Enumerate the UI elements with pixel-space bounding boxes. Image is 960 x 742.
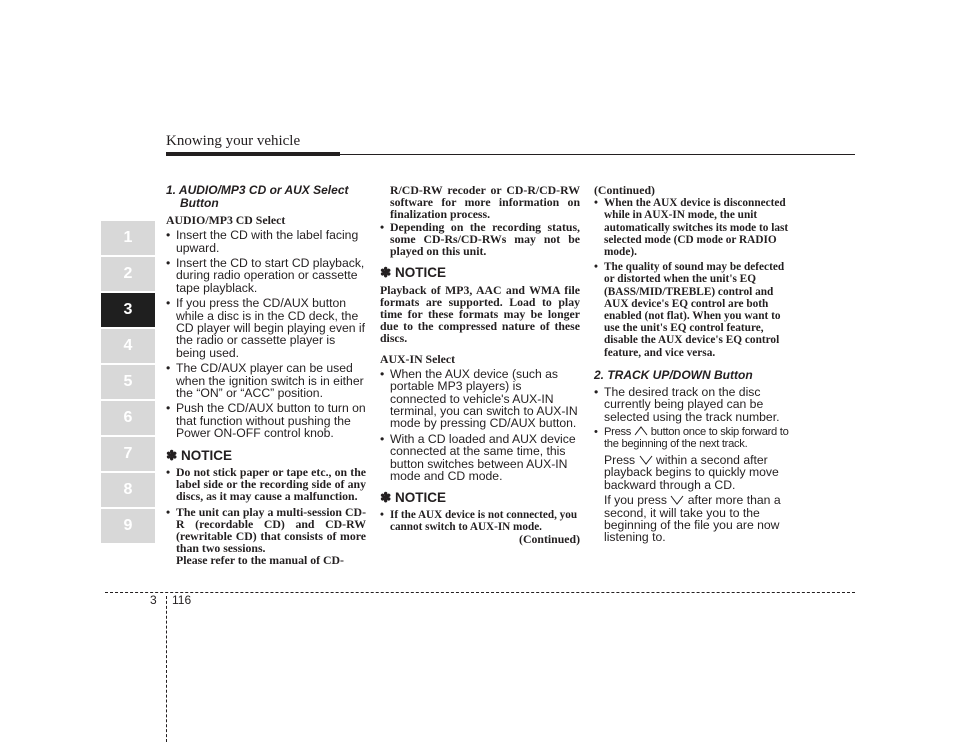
footer-page-number: 116 — [172, 593, 192, 607]
chapter-tab-6[interactable]: 6 — [101, 401, 155, 435]
notice-title: ✽ NOTICE — [380, 265, 447, 281]
continued-label: (Continued) — [594, 183, 655, 197]
bullet-item: • The CD/AUX player can be used when the ignition switch is in either the “ON” or “ACC” position. — [166, 361, 364, 401]
bullet-item: • Push the CD/AUX button to turn on that function without pushing the Power ON-OFF control knob. — [166, 401, 366, 441]
notice-item: • Do not stick paper or tape etc., on the label side or the recording side of any discs, as it may cause a malfunction. — [166, 465, 366, 504]
notice-item: • Depending on the recording status, some CD-Rs/CD-RWs may not be played on this unit. — [380, 219, 580, 259]
track-down-icon — [639, 455, 653, 465]
bullet-item: • With a CD loaded and AUX device connected at the same time, this button switches between AUX-IN mode and CD mode. — [380, 431, 576, 483]
continued-label: (Continued) — [519, 532, 580, 547]
column-2 — [380, 184, 580, 545]
header-bar — [166, 152, 340, 156]
track-up-icon — [634, 426, 648, 436]
chapter-tab-1[interactable]: 1 — [101, 221, 155, 255]
notice-title: ✽ NOTICE — [380, 490, 447, 506]
notice-item: • The unit can play a multi-session CD-R (recordable CD) and CD-RW (rewritable CD) that consists of more than two sessions. — [166, 504, 366, 556]
footer-section-number: 3 — [150, 593, 157, 607]
column-1 — [166, 184, 366, 567]
subheading-audio-mp3: AUDIO/MP3 CD Select — [166, 213, 286, 227]
notice-text: Playback of MP3, AAC and WMA file formats are supported. Load to play time for these formats may be longer due to the compressed nature of these discs. — [380, 282, 580, 346]
bullet-item: • Press button once to skip forward to the beginning of the next track. — [594, 426, 789, 451]
press-down-text: Press within a second after playback begins to quickly move backward through a CD. — [604, 452, 779, 492]
notice-item: • When the AUX device is disconnected while in AUX-IN mode, the unit automatically switches its mode to last selected mode (CD mode or RADIO mode). — [594, 197, 789, 259]
bullet-item: • When the AUX device (such as portable MP3 players) is connected to vehicle's AUX-IN terminal, you can switch to AUX-IN mode by pressing CD/AUX button. — [380, 366, 578, 431]
chapter-tab-3-active[interactable]: 3 — [101, 293, 155, 327]
chapter-tab-9[interactable]: 9 — [101, 509, 155, 543]
bullet-item: • Insert the CD to start CD playback, during radio operation or cassette tape playblack. — [166, 256, 365, 295]
bullet-item: • The desired track on the disc currently being played can be selected using the track number. — [594, 384, 780, 424]
notice-title: ✽ NOTICE — [166, 447, 233, 463]
bullet-item: • If you press the CD/AUX button while a disc is in the CD deck, the CD player will begin playing even if the radio or cassette player is being used. — [166, 296, 366, 360]
heading-line-1: 1. AUDIO/MP3 CD or AUX Select — [166, 183, 349, 197]
chapter-tabs — [101, 221, 155, 545]
chapter-tab-4[interactable]: 4 — [101, 329, 155, 363]
chapter-tab-8[interactable]: 8 — [101, 473, 155, 507]
footer-rule — [105, 592, 855, 593]
section-heading-audio — [166, 184, 366, 210]
section-heading-track: 2. TRACK UP/DOWN Button — [594, 367, 753, 382]
subheading-aux-in: AUX-IN Select — [380, 351, 456, 366]
bullet-item: • Insert the CD with the label facing upward. — [166, 228, 359, 255]
track-down-icon — [670, 495, 684, 505]
notice-continuation: R/CD-RW recoder or CD-R/CD-RW software for more information on finalization process. — [390, 183, 580, 222]
header-title: Knowing your vehicle — [166, 133, 301, 149]
footer-divider — [166, 596, 167, 742]
notice-item: • The quality of sound may be defected or distorted when the unit's EQ (BASS/MID/TREBLE) control and AUX device's EQ control are both enabled (not flat). When you want to use the unit's EQ control feature, disable the AUX device's EQ control feature, and vice versa. — [594, 261, 785, 359]
if-press-text: If you press after more than a second, it will take you to the beginning of the file you are now listening to. — [604, 493, 781, 545]
notice-item: • If the AUX device is not connected, you cannot switch to AUX-IN mode. — [380, 508, 578, 533]
column-3 — [594, 184, 794, 547]
heading-line-2: Button — [180, 196, 219, 210]
chapter-tab-7[interactable]: 7 — [101, 437, 155, 471]
chapter-tab-2[interactable]: 2 — [101, 257, 155, 291]
chapter-tab-5[interactable]: 5 — [101, 365, 155, 399]
notice-tail: Please refer to the manual of CD- — [176, 553, 344, 568]
header-rule — [340, 154, 855, 155]
